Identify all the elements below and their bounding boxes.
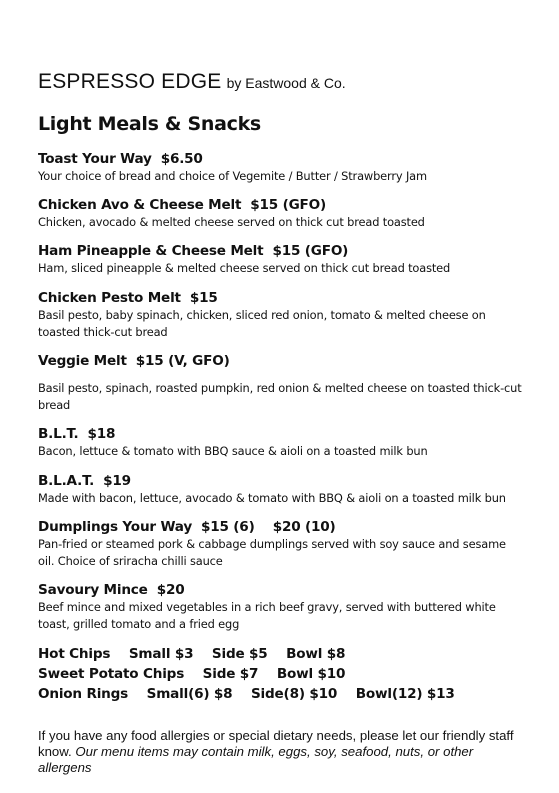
menu-item: [38, 353, 524, 414]
item-name: Savoury Mince: [38, 582, 148, 598]
item-name: Dumplings Your Way: [38, 519, 192, 535]
side-option: Side $5: [211, 646, 268, 662]
item-name: Chicken Avo & Cheese Melt: [38, 197, 242, 213]
item-price: $6.50: [160, 151, 203, 167]
menu-item: [38, 290, 524, 341]
menu-item: [38, 151, 524, 185]
item-price: $19: [103, 473, 131, 489]
item-description: Basil pesto, spinach, roasted pumpkin, red onion & melted cheese on toasted thick-cut bread: [38, 381, 522, 412]
item-name: Chicken Pesto Melt: [38, 290, 181, 306]
item-description: Your choice of bread and choice of Vegemite / Butter / Strawberry Jam: [38, 169, 427, 183]
side-option: Side $7: [202, 666, 259, 682]
allergy-note: [38, 728, 524, 776]
side-option: Small(6) $8: [146, 686, 233, 702]
allergy-note-text: If you have any food allergies or special dietary needs, please let our friendly staff know.: [38, 728, 514, 759]
item-description: Made with bacon, lettuce, avocado & tomato with BBQ & aioli on a toasted milk bun: [38, 491, 506, 505]
item-price: $15 (GFO): [272, 243, 349, 259]
section-title: Light Meals & Snacks: [38, 113, 261, 135]
item-description: Chicken, avocado & melted cheese served on thick cut bread toasted: [38, 215, 425, 229]
menu-item: [38, 519, 524, 570]
item-price: $18: [87, 426, 116, 442]
item-price: $15: [189, 290, 218, 306]
item-name: Ham Pineapple & Cheese Melt: [38, 243, 264, 259]
side-option: Small $3: [128, 646, 194, 662]
item-price: $15 (6) $20 (10): [200, 519, 336, 535]
item-name: B.L.A.T.: [38, 473, 95, 489]
menu-item: [38, 197, 524, 231]
sides-list: [38, 644, 469, 704]
item-description: Ham, sliced pineapple & melted cheese served on thick cut bread toasted: [38, 261, 451, 275]
brand-subtitle: by Eastwood & Co.: [226, 75, 346, 91]
side-name: Onion Rings: [38, 686, 129, 702]
item-price: $15 (V, GFO): [135, 353, 230, 369]
brand-header: [38, 70, 346, 94]
item-price: $20: [156, 582, 185, 598]
item-name: Toast Your Way: [38, 151, 152, 167]
side-option: Bowl $8: [286, 646, 346, 662]
side-name: Hot Chips: [38, 646, 111, 662]
item-name: B.L.T.: [38, 426, 79, 442]
side-option: Bowl $10: [276, 666, 346, 682]
side-row: [38, 684, 469, 704]
item-name: Veggie Melt: [38, 353, 127, 369]
menu-item: [38, 473, 524, 507]
menu-item: [38, 426, 524, 460]
side-option: Bowl(12) $13: [355, 686, 455, 702]
menu-item: [38, 243, 524, 277]
item-price: $15 (GFO): [250, 197, 327, 213]
item-description: Basil pesto, baby spinach, chicken, sliced red onion, tomato & melted cheese on toasted thick-cut bread: [38, 308, 486, 339]
side-row: [38, 644, 469, 664]
item-description: Beef mince and mixed vegetables in a rich beef gravy, served with buttered white toast, grilled tomato and a fried egg: [38, 600, 496, 631]
side-option: Side(8) $10: [250, 686, 338, 702]
side-name: Sweet Potato Chips: [38, 666, 185, 682]
side-row: [38, 664, 469, 684]
brand-name: ESPRESSO EDGE: [38, 70, 222, 93]
item-description: Pan-fried or steamed pork & cabbage dumplings served with soy sauce and sesame oil. Choice of sriracha chilli sauce: [38, 537, 506, 568]
item-description: Bacon, lettuce & tomato with BBQ sauce & aioli on a toasted milk bun: [38, 444, 428, 458]
allergy-note-warning: Our menu items may contain milk, eggs, soy, seafood, nuts, or other allergens: [38, 744, 474, 775]
menu-item: [38, 582, 524, 633]
